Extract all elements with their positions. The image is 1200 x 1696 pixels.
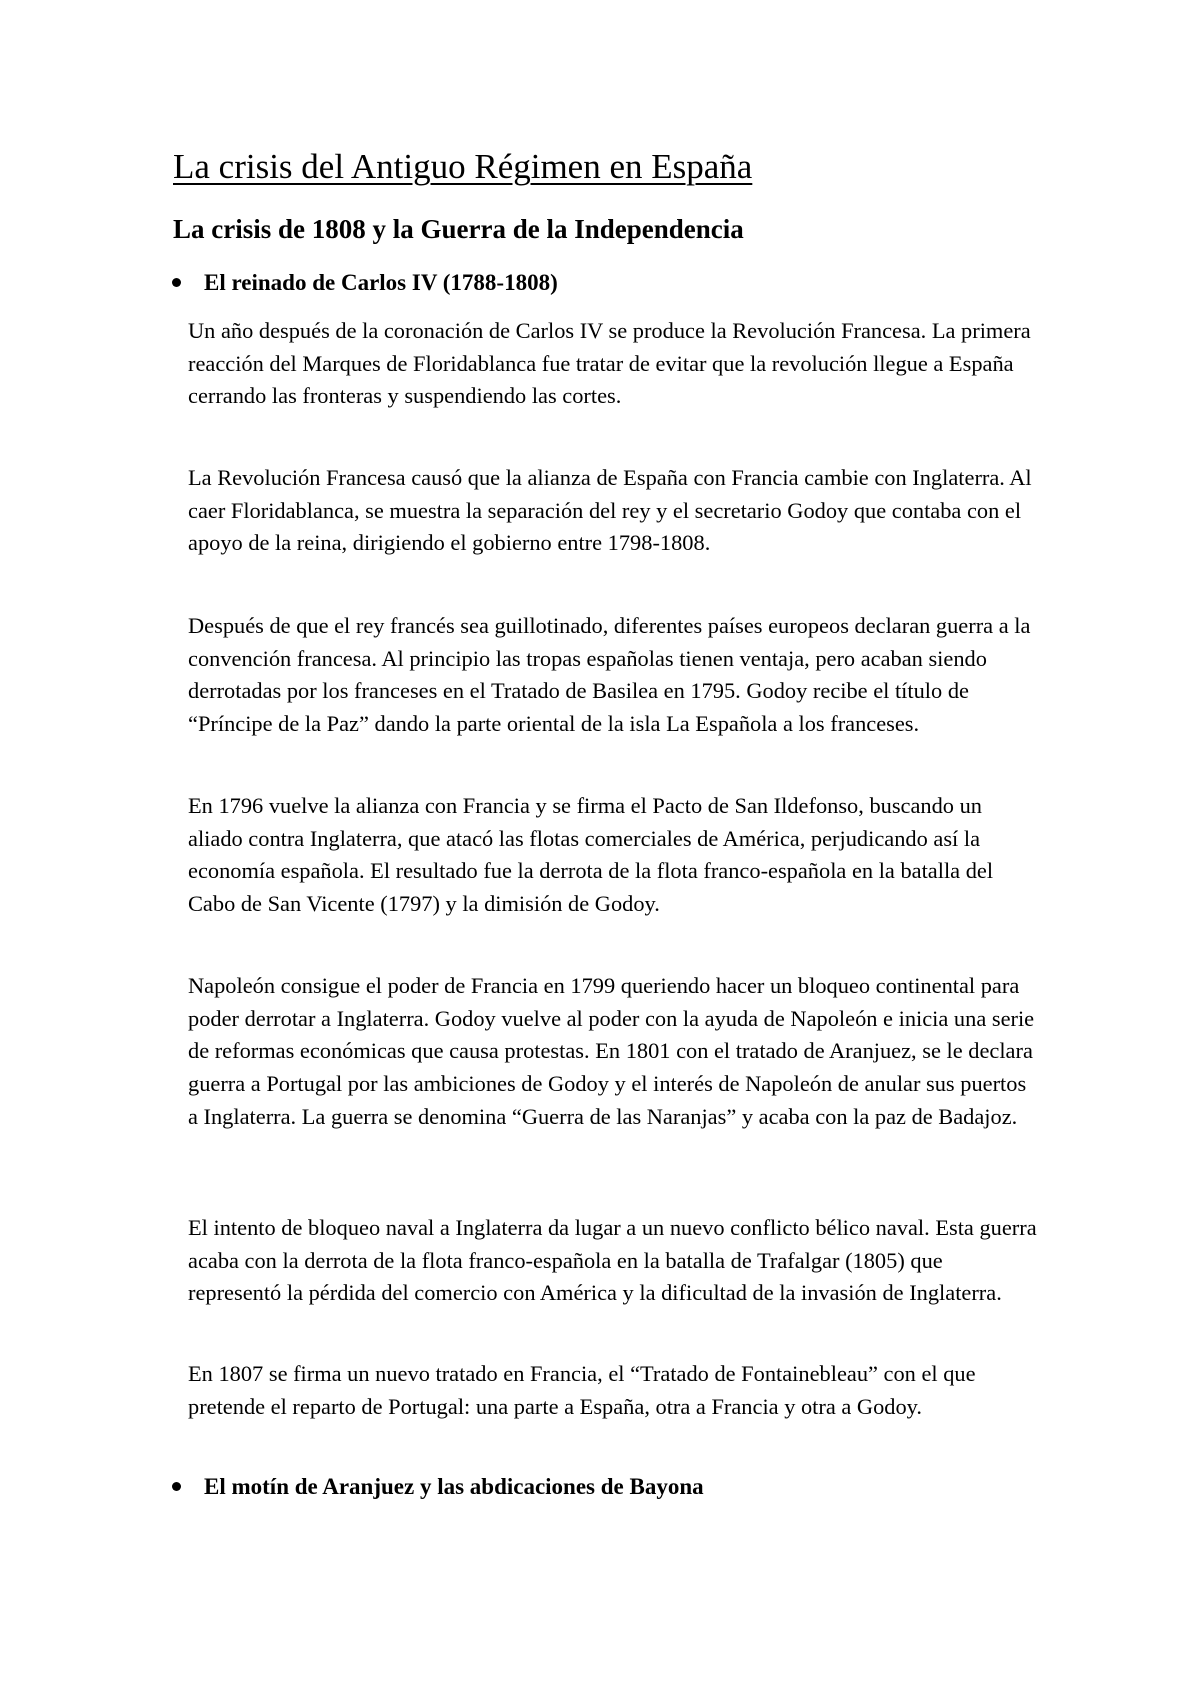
document-title: La crisis del Antiguo Régimen en España [173, 147, 753, 186]
bullet-heading-label: El reinado de Carlos IV (1788-1808) [204, 270, 558, 295]
bullet-heading-carlos-iv [172, 268, 558, 298]
paragraph: El intento de bloqueo naval a Inglaterra da lugar a un nuevo conflicto bélico naval. Esta guerra acaba con la derrota de la flota franco-española en la batalla de Trafalgar (1805) que representó la pérdida del comercio con América y la dificultad de la invasión de Inglaterra. [188, 1215, 1037, 1306]
bullet-heading-label: El motín de Aranjuez y las abdicaciones de Bayona [204, 1474, 704, 1499]
bullet-icon [172, 1482, 181, 1491]
paragraph: En 1796 vuelve la alianza con Francia y se firma el Pacto de San Ildefonso, buscando un aliado contra Inglaterra, que atacó las flotas comerciales de América, perjudicando así la economía española. El resultado fue la derrota de la flota franco-española en la batalla del Cabo de San Vicente (1797) y la dimisión de Godoy. [188, 793, 994, 917]
paragraph: Napoleón consigue el poder de Francia en 1799 queriendo hacer un bloqueo continental para poder derrotar a Inglaterra. Godoy vuelve al poder con la ayuda de Napoleón e inicia una serie de reformas económicas que causa protestas. En 1801 con el tratado de Aranjuez, se le declara guerra a Portugal por las ambiciones de Godoy y el interés de Napoleón de anular sus puertos a Inglaterra. La guerra se denomina “Guerra de las Naranjas” y acaba con la paz de Badajoz. [188, 973, 1035, 1129]
section-heading: La crisis de 1808 y la Guerra de la Independencia [173, 214, 744, 244]
paragraph: La Revolución Francesa causó que la alianza de España con Francia cambie con Inglaterra. Al caer Floridablanca, se muestra la separación del rey y el secretario Godoy que contaba con el apoyo de la reina, dirigiendo el gobierno entre 1798-1808. [188, 465, 1032, 556]
bullet-heading-motin-aranjuez [172, 1472, 704, 1502]
paragraph: Después de que el rey francés sea guillotinado, diferentes países europeos declaran guerra a la convención francesa. Al principio las tropas españolas tienen ventaja, pero acaban siendo derrotadas por los franceses en el Tratado de Basilea en 1795. Godoy recibe el título de “Príncipe de la Paz” dando la parte oriental de la isla La Española a los franceses. [188, 613, 1031, 737]
paragraph: En 1807 se firma un nuevo tratado en Francia, el “Tratado de Fontainebleau” con el que pretende el reparto de Portugal: una parte a España, otra a Francia y otra a Godoy. [188, 1361, 976, 1419]
paragraph: Un año después de la coronación de Carlos IV se produce la Revolución Francesa. La primera reacción del Marques de Floridablanca fue tratar de evitar que la revolución llegue a España cerrando las fronteras y suspendiendo las cortes. [188, 318, 1031, 409]
bullet-icon [172, 278, 181, 287]
